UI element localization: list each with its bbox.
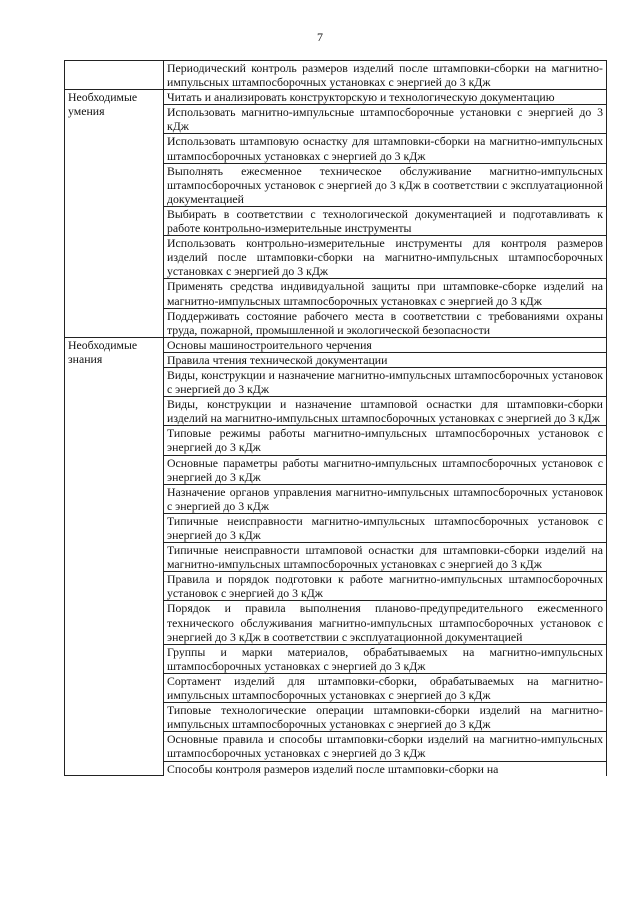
table-row	[65, 61, 607, 90]
requirement-item: Выполнять ежесменное техническое обслуживание магнитно-импульсных штампосборочных установок с энергией до 3 кДж в соответствии с эксплуатационной документацией	[164, 163, 607, 206]
requirement-item: Группы и марки материалов, обрабатываемых на магнитно-импульсных штампосборочных установках с энергией до 3 кДж	[164, 644, 607, 673]
requirement-item: Использовать магнитно-импульсные штампосборочные установки с энергией до 3 кДж	[164, 105, 607, 134]
section-label: Необходимые умения	[68, 90, 138, 119]
requirement-item: Правила чтения технической документации	[164, 352, 607, 367]
table-row	[65, 90, 607, 105]
section-label-cell	[65, 90, 164, 338]
requirement-item: Поддерживать состояние рабочего места в соответствии с требованиями охраны труда, пожарной, промышленной и экологической безопасности	[164, 308, 607, 337]
requirement-item: Основные правила и способы штамповки-сборки изделий на магнитно-импульсных штампосборочных установках с энергией до 3 кДж	[164, 732, 607, 761]
requirement-item: Типичные неисправности магнитно-импульсных штампосборочных установок с энергией до 3 кДж	[164, 513, 607, 542]
requirement-item: Назначение органов управления магнитно-импульсных штампосборочных установок с энергией до 3 кДж	[164, 484, 607, 513]
requirement-item: Способы контроля размеров изделий после штамповки-сборки на	[164, 761, 607, 776]
requirement-item: Читать и анализировать конструкторскую и технологическую документацию	[164, 90, 607, 105]
table-row	[65, 337, 607, 352]
section-label-cell	[65, 61, 164, 90]
requirement-item: Правила и порядок подготовки к работе магнитно-импульсных штампосборочных установок с энергией до 3 кДж	[164, 572, 607, 601]
requirement-item: Типовые технологические операции штамповки-сборки изделий на магнитно-импульсных штампосборочных установках с энергией до 3 кДж	[164, 703, 607, 732]
page-number: 7	[317, 30, 323, 44]
section-label-cell	[65, 337, 164, 775]
requirements-table	[64, 60, 607, 776]
section-label: Необходимые знания	[68, 337, 138, 366]
requirement-item: Основы машиностроительного черчения	[164, 337, 607, 352]
requirement-item: Виды, конструкции и назначение магнитно-импульсных штампосборочных установок с энергией до 3 кДж	[164, 367, 607, 396]
requirement-item: Типовые режимы работы магнитно-импульсных штампосборочных установок с энергией до 3 кДж	[164, 426, 607, 455]
requirement-item: Использовать контрольно-измерительные инструменты для контроля размеров изделий после штамповки-сборки на магнитно-импульсных штампосборочных установках с энергией до 3 кДж	[164, 236, 607, 279]
requirement-item: Использовать штамповую оснастку для штамповки-сборки на магнитно-импульсных штампосборочных установках с энергией до 3 кДж	[164, 134, 607, 163]
requirement-item: Порядок и правила выполнения планово-предупредительного ежесменного технического обслуживания магнитно-импульсных штампосборочных установок с энергией до 3 кДж в соответствии с эксплуатационной документацией	[164, 601, 607, 644]
requirement-item: Периодический контроль размеров изделий после штамповки-сборки на магнитно-импульсных штампосборочных установках с энергией до 3 кДж	[164, 61, 607, 90]
requirement-item: Основные параметры работы магнитно-импульсных штампосборочных установок с энергией до 3 кДж	[164, 455, 607, 484]
requirement-item: Виды, конструкции и назначение штамповой оснастки для штамповки-сборки изделий на магнитно-импульсных штампосборочных установках с энергией до 3 кДж	[164, 397, 607, 426]
requirement-item: Применять средства индивидуальной защиты при штамповке-сборке изделий на магнитно-импульсных штампосборочных установках с энергией до 3 кДж	[164, 279, 607, 308]
requirement-item: Выбирать в соответствии с технологической документацией и подготавливать к работе контрольно-измерительные инструменты	[164, 206, 607, 235]
requirement-item: Сортамент изделий для штамповки-сборки, обрабатываемых на магнитно-импульсных штампосборочных установках с энергией до 3 кДж	[164, 673, 607, 702]
requirement-item: Типичные неисправности штамповой оснастки для штамповки-сборки изделий на магнитно-импульсных штампосборочных установках с энергией до 3 кДж	[164, 543, 607, 572]
